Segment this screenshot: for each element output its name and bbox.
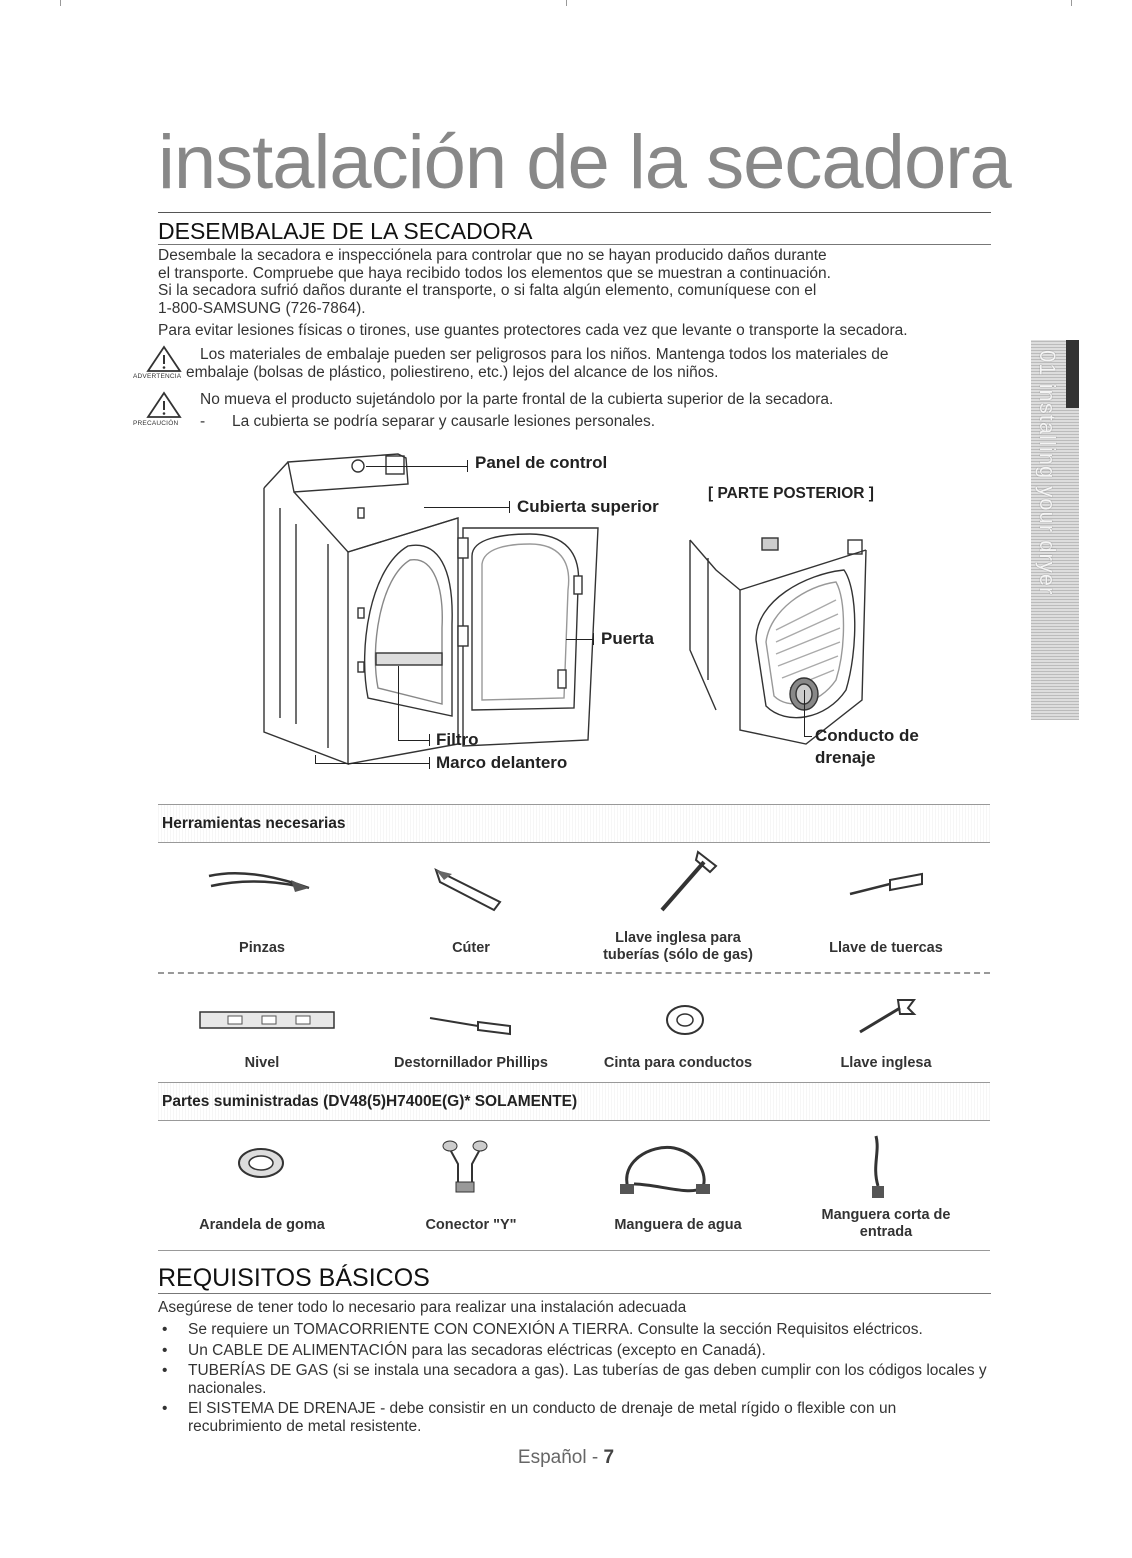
pliers-icon <box>205 866 315 896</box>
tool-pipe-wrench: Llave inglesa para tuberías (sólo de gas) <box>603 930 753 963</box>
title-rule <box>158 212 991 213</box>
page-title: instalación de la secadora <box>158 120 1011 205</box>
tools-divider <box>158 972 990 974</box>
warning-label: ADVERTENCIA <box>133 373 182 380</box>
level-icon <box>198 1010 338 1032</box>
warning-line-2: embalaje (bolsas de plástico, poliestireno, etc.) lejos del alcance de los niños. <box>186 364 719 381</box>
label-rear-view: [ PARTE POSTERIOR ] <box>708 485 874 502</box>
short-inlet-hose-icon <box>866 1132 890 1200</box>
list-item: • Se requiere un TOMACORRIENTE CON CONEXIÓN A TIERRA. Consulte la sección Requisitos eléctricos. <box>158 1321 994 1339</box>
tool-duct-tape: Cinta para conductos <box>603 1055 753 1071</box>
section-rule <box>158 1293 991 1294</box>
part-short-inlet-hose: Manguera corta de entrada <box>821 1207 951 1240</box>
tool-pliers: Pinzas <box>239 940 285 956</box>
requirements-intro: Asegúrese de tener todo lo necesario para realizar una instalación adecuada <box>158 1299 687 1316</box>
y-connector-icon <box>440 1138 490 1196</box>
caution-icon <box>146 391 182 419</box>
parts-heading: Partes suministradas (DV48(5)H7400E(G)* SOLAMENTE) <box>162 1093 578 1110</box>
caution-line-1: No mueva el producto sujetándolo por la parte frontal de la cubierta superior de la secadora. <box>200 391 834 408</box>
dryer-rear-illustration <box>686 530 876 750</box>
tool-cutter: Cúter <box>452 940 490 956</box>
tool-nut-driver: Llave de tuercas <box>829 940 943 956</box>
label-drain-2: drenaje <box>815 748 876 767</box>
label-filter: Filtro <box>436 730 479 749</box>
section-heading-requirements: REQUISITOS BÁSICOS <box>158 1264 430 1292</box>
footer-language: Español - <box>517 1447 599 1468</box>
label-top-cover: Cubierta superior <box>517 497 659 516</box>
unpack-paragraph-1: Desembale la secadora e inspecciónela para controlar que no se hayan producido daños durante el transporte. Compruebe que haya recibido todos los elementos que se muestran a continuación. Si la secadora sufrió daños durante el transporte, o si falta algún elemento, comuníquese con el 1-800-SAMSUNG (726-7864). <box>158 247 831 317</box>
requirements-list <box>158 1321 994 1438</box>
label-door: Puerta <box>601 629 654 648</box>
page-number: 7 <box>603 1447 615 1468</box>
rubber-washer-icon <box>236 1146 286 1180</box>
caution-dash: - <box>200 413 206 430</box>
caution-line-2: La cubierta se podría separar y causarle lesiones personales. <box>232 413 656 430</box>
page-footer <box>0 1447 1132 1469</box>
warning-line-1: Los materiales de embalaje pueden ser peligrosos para los niños. Mantenga todos los materiales de <box>200 346 889 363</box>
part-water-hose: Manguera de agua <box>614 1217 742 1233</box>
adjustable-wrench-icon <box>856 996 918 1036</box>
list-item: • TUBERÍAS DE GAS (si se instala una secadora a gas). Las tuberías de gas deben cumplir con los códigos locales y nacionales. <box>158 1362 994 1397</box>
list-item: • El SISTEMA DE DRENAJE - debe consistir en un conducto de drenaje de metal rígido o flexible con un recubrimiento de metal resistente. <box>158 1400 994 1435</box>
label-front-frame: Marco delantero <box>436 753 568 772</box>
water-hose-icon <box>616 1140 712 1198</box>
label-panel: Panel de control <box>475 453 608 472</box>
warning-icon <box>146 345 182 373</box>
part-rubber-washer: Arandela de goma <box>199 1217 325 1233</box>
nut-driver-icon <box>846 872 926 898</box>
tool-phillips-screwdriver: Destornillador Phillips <box>394 1055 548 1071</box>
chapter-side-tab-text: 01 installing your dryer <box>1035 350 1060 596</box>
part-y-connector: Conector "Y" <box>425 1217 517 1233</box>
section-rule <box>158 244 991 245</box>
cutter-icon <box>430 866 510 912</box>
section-heading-unpack: DESEMBALAJE DE LA SECADORA <box>158 218 533 244</box>
label-drain-1: Conducto de <box>815 726 919 745</box>
duct-tape-icon <box>663 1004 707 1036</box>
tools-heading: Herramientas necesarias <box>162 815 346 832</box>
phillips-screwdriver-icon <box>428 1012 512 1036</box>
pipe-wrench-icon <box>652 848 722 918</box>
caution-label: PRECAUCIÓN <box>133 420 179 427</box>
unpack-paragraph-2: Para evitar lesiones físicas o tirones, use guantes protectores cada vez que levante o transporte la secadora. <box>158 322 908 339</box>
list-item: • Un CABLE DE ALIMENTACIÓN para las secadoras eléctricas (excepto en Canadá). <box>158 1342 994 1360</box>
tool-adjustable-wrench: Llave inglesa <box>840 1055 932 1071</box>
tool-level: Nivel <box>244 1055 280 1071</box>
